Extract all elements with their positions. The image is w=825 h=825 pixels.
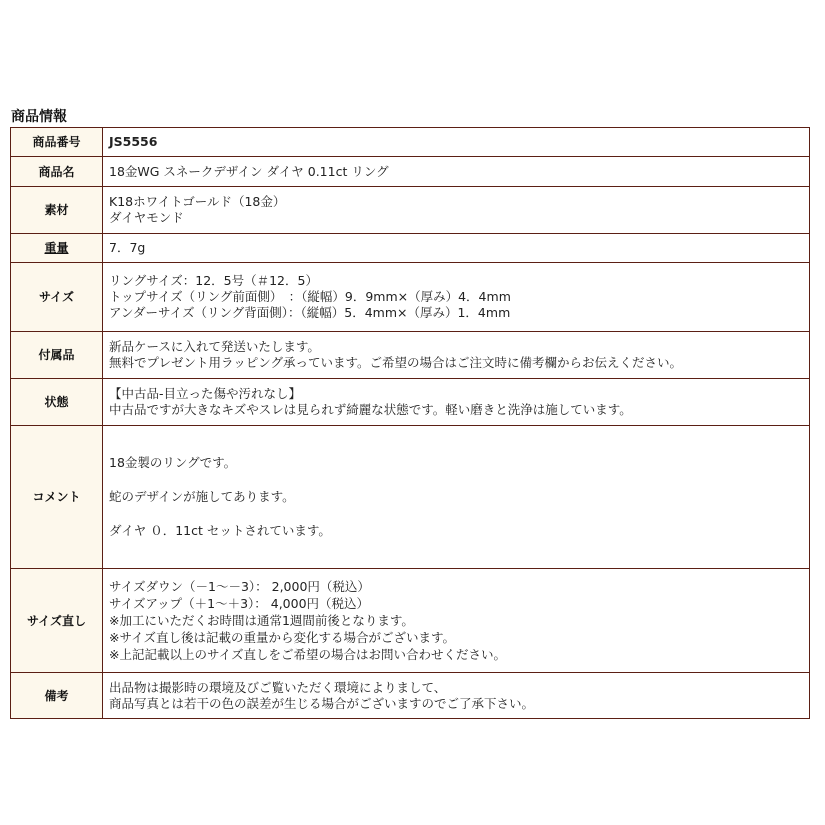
value-line: 蛇のデザインが施してあります。 — [109, 489, 295, 504]
row-value — [103, 569, 810, 673]
row-value — [103, 157, 810, 187]
value-line: サイズダウン（－1～－3）： 2,000円（税込） — [109, 579, 370, 594]
row-label: 備考 — [11, 673, 103, 719]
row-condition — [11, 379, 810, 426]
value-line: ※上記記載以上のサイズ直しをご希望の場合はお問い合わせください。 — [109, 647, 506, 662]
row-label: 素材 — [11, 187, 103, 234]
row-weight — [11, 234, 810, 263]
row-label: 状態 — [11, 379, 103, 426]
row-label: サイズ直し — [11, 569, 103, 673]
value-line: 18金製のリングです。 — [109, 455, 237, 470]
row-resizing — [11, 569, 810, 673]
row-product-number — [11, 128, 810, 157]
row-label: 商品番号 — [11, 128, 103, 157]
value-line: 18金WG スネークデザイン ダイヤ 0.11ct リング — [109, 163, 389, 179]
value-line: 無料でプレゼント用ラッピング承っています。ご希望の場合はご注文時に備考欄からお伝えください。 — [109, 355, 683, 370]
product-info-table — [10, 127, 810, 719]
value-line: トップサイズ（リング前面側） ：（縦幅）9．9mm×（厚み）4．4mm — [109, 289, 511, 304]
value-line: K18ホワイトゴールド（18金） — [109, 194, 286, 209]
row-accessories — [11, 332, 810, 379]
value-line: ※サイズ直し後は記載の重量から変化する場合がございます。 — [109, 630, 455, 645]
row-value — [103, 673, 810, 719]
row-label: サイズ — [11, 263, 103, 332]
value-line: ※加工にいただくお時間は通常1週間前後となります。 — [109, 613, 414, 628]
row-label: 付属品 — [11, 332, 103, 379]
row-product-name — [11, 157, 810, 187]
value-line: JS5556 — [109, 134, 158, 149]
row-notes — [11, 673, 810, 719]
value-line: 7．7g — [109, 240, 146, 255]
value-line: 中古品ですが大きなキズやスレは見られず綺麗な状態です。軽い磨きと洗浄は施しています。 — [109, 402, 632, 417]
row-label: 重量 — [11, 234, 103, 263]
row-value — [103, 128, 810, 157]
value-line: 新品ケースに入れて発送いたします。 — [109, 339, 320, 354]
section-title: 商品情報 — [11, 109, 67, 125]
value-line: サイズアップ（＋1～＋3）： 4,000円（税込） — [109, 596, 370, 611]
row-value — [103, 379, 810, 426]
value-line: ダイヤ ０．11ct セットされています。 — [109, 523, 331, 538]
row-material — [11, 187, 810, 234]
row-value — [103, 426, 810, 569]
row-label: 商品名 — [11, 157, 103, 187]
row-value — [103, 187, 810, 234]
row-size — [11, 263, 810, 332]
value-line: 【中古品-目立った傷や汚れなし】 — [109, 386, 302, 401]
value-line: 商品写真とは若干の色の誤差が生じる場合がございますのでご了承下さい。 — [109, 695, 535, 711]
value-line: リングサイズ：12．5号（＃12．5） — [109, 273, 318, 288]
row-comment — [11, 426, 810, 569]
row-value — [103, 234, 810, 263]
row-label: コメント — [11, 426, 103, 569]
value-line: アンダーサイズ（リング背面側）：（縦幅）5．4mm×（厚み）1．4mm — [109, 305, 511, 320]
value-line: ダイヤモンド — [109, 210, 184, 225]
row-value — [103, 332, 810, 379]
value-line: 出品物は撮影時の環境及びご覧いただく環境によりまして、 — [109, 679, 447, 695]
row-value — [103, 263, 810, 332]
